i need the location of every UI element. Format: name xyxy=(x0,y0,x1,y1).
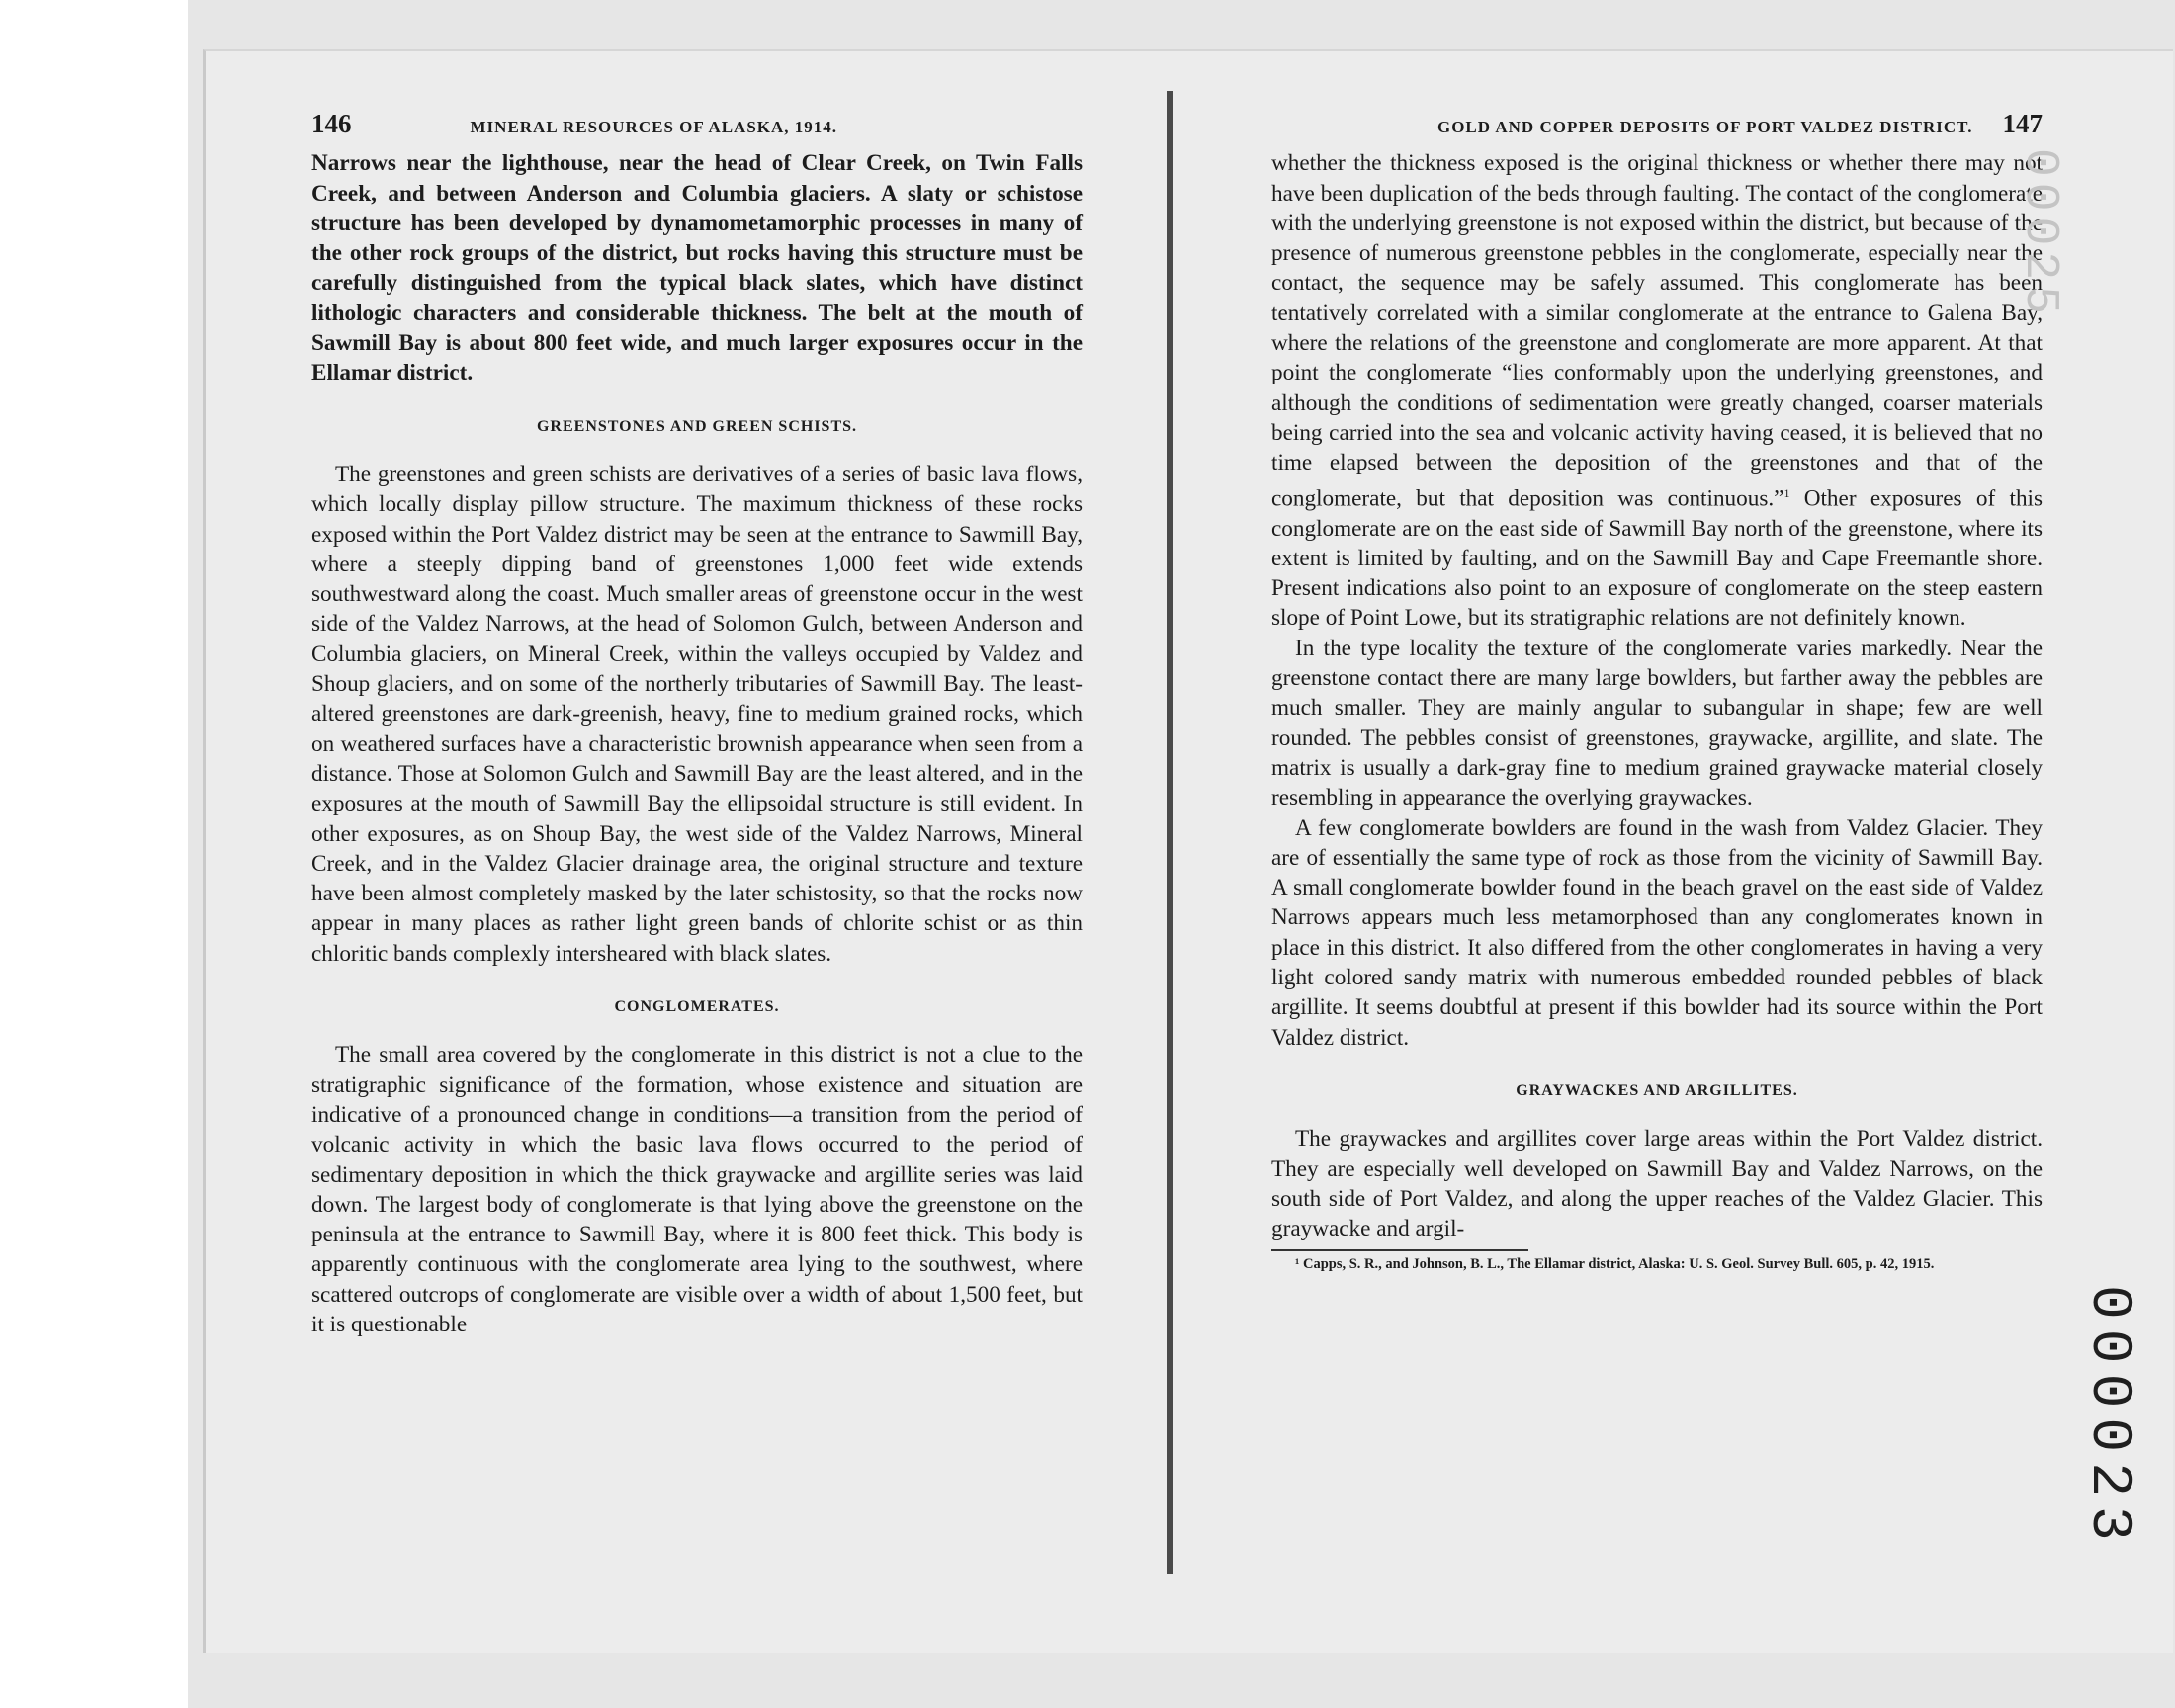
right-paragraph-1 xyxy=(1271,148,2043,633)
left-paragraph-3: The small area covered by the conglomerate in this district is not a clue to the stratigraphic significance of the formation, whose existence and situation are indicative of a pronounced change in conditions—a transition from the period of volcanic activity in which the basic lava flows occurred to the period of sedimentary deposition in which the thick graywacke and argillite series was laid down. The largest body of conglomerate is that lying above the greenstone on the peninsula at the entrance to Sawmill Bay, where it is 800 feet thick. This body is apparently continuous with the conglomerate area lying to the southwest, where scattered outcrops of conglomerate are visible over a width of about 1,500 feet, but it is questionable xyxy=(311,1042,1083,1337)
right-paragraph-1-text: whether the thickness exposed is the original thickness or whether there may not have been duplication of the beds through faulting. The contact of the conglomerate with the underlying greenstone is not exposed within the district, but because of the presence of numerous greenstone pebbles in the conglomerate, especially near the contact, the sequence may be safely assumed. This conglomerate has been tentatively correlated with a similar conglomerate at the entrance to Galena Bay, where the relations of the greenstone and conglomerate are more apparent. At that point the conglomerate “lies conformably upon the underlying greenstones, and although the conditions of sedimentation were greatly changed, coarser materials being carried into the sea and volcanic activity having ceased, it is believed that no time elapsed between the deposition of the greenstones and that of the conglomerate, but that deposition was continuous.” xyxy=(1271,150,2043,512)
left-paragraph-1: Narrows near the lighthouse, near the head of Clear Creek, on Twin Falls Creek, and between Anderson and Columbia glaciers. A slaty or schistose structure has been developed by dynamometamorphic processes in many of the other rock groups of the district, but rocks having this structure must be carefully distinguished from the typical black slates, which have distinct lithologic characters and considerable thickness. The belt at the mouth of Sawmill Bay is about 800 feet wide, and much larger exposures occur in the Ellamar district. xyxy=(311,150,1083,386)
left-page-number: 146 xyxy=(311,109,352,138)
gutter-line xyxy=(1167,91,1173,1574)
section-heading-conglomerates: CONGLOMERATES. xyxy=(614,998,780,1016)
left-page-header xyxy=(311,109,1083,142)
left-page xyxy=(311,109,1083,1339)
footnote: ¹ Capps, S. R., and Johnson, B. L., The Ellamar district, Alaska: U. S. Geol. Survey Bull. 605, p. 42, 1915. xyxy=(1295,1256,1935,1273)
right-page-header xyxy=(1271,109,2043,142)
left-running-head: MINERAL RESOURCES OF ALASKA, 1914. xyxy=(470,118,838,136)
section-heading-greenstones: GREENSTONES AND GREEN SCHISTS. xyxy=(536,417,858,435)
book-spread xyxy=(203,49,2173,1653)
right-paragraph-4: The graywackes and argillites cover large areas within the Port Valdez district. They are especially well developed on Sawmill Bay and Valdez Narrows, on the south side of Port Valdez, and along the upper reaches of the Valdez Glacier. This graywacke and argil- xyxy=(1271,1126,2043,1242)
right-paragraph-3: A few conglomerate bowlders are found in the wash from Valdez Glacier. They are of essentially the same type of rock as those from the vicinity of Sawmill Bay. A small conglomerate bowlder found in the beach gravel on the east side of Valdez Narrows appears much less metamorphosed than any conglomerates known in place in this district. It also differed from the other conglomerates in having a very light colored sandy matrix with numerous embedded rounded pebbles of black argillite. It seems doubtful at present if this bowlder had its source within the Port Valdez district. xyxy=(1271,814,2043,1051)
right-paragraph-1-tail: Other exposures of this conglomerate are on the east side of Sawmill Bay north of the greenstone, where its extent is limited by faulting, and on the Sawmill Bay and Cape Freemantle shore. Present indications also point to an exposure of conglomerate on the steep eastern slope of Point Lowe, but its stratigraphic relations are not definitely known. xyxy=(1271,485,2043,632)
footnote-ref: 1 xyxy=(1784,485,1790,500)
scan-left-margin xyxy=(0,0,188,1708)
left-paragraph-2: The greenstones and green schists are derivatives of a series of basic lava flows, which locally display pillow structure. The maximum thickness of these rocks exposed within the Port Valdez district may be seen at the entrance to Sawmill Bay, where a steeply dipping band of greenstones 1,000 feet wide extends southwestward along the coast. Much smaller areas of greenstone occur in the west side of the Valdez Narrows, at the head of Solomon Gulch, between Anderson and Columbia glaciers, on Mineral Creek, within the valleys occupied by Valdez and Shoup glaciers, and on some of the northerly tributaries of Sawmill Bay. The least-altered greenstones are dark-greenish, heavy, fine to medium grained rocks, which on weathered surfaces have a characteristic brownish appearance when seen from a distance. Those at Solomon Gulch and Sawmill Bay are the least altered, and in the exposures at the mouth of Sawmill Bay the ellipsoidal structure is still evident. In other exposures, as on Shoup Bay, the west side of the Valdez Narrows, Mineral Creek, and in the Valdez Glacier drainage area, the original structure and texture have been almost completely masked by the later schistosity, so that the rocks now appear in many places as rather light green bands of chlorite schist or as thin chloritic bands complexly intersheared with black slates. xyxy=(311,461,1083,967)
right-page-number: 147 xyxy=(2002,109,2043,138)
faint-page-stamp: 00025 xyxy=(2013,148,2066,321)
footnote-rule xyxy=(1271,1249,1528,1251)
section-heading-graywackes: GRAYWACKES AND ARGILLITES. xyxy=(1516,1081,1798,1099)
right-running-head: GOLD AND COPPER DEPOSITS OF PORT VALDEZ DISTRICT. xyxy=(1436,118,1973,136)
page-stamp: 000023 xyxy=(2076,1285,2140,1551)
right-paragraph-2: In the type locality the texture of the conglomerate varies markedly. Near the greenstone contact there are many large bowlders, but farther away the pebbles are much smaller. They are mainly angular to subangular in shape; few are well rounded. The pebbles consist of greenstones, graywacke, argillite, and slate. The matrix is usually a dark-gray fine to medium grained graywacke material closely resembling in appearance the overlying graywackes. xyxy=(1271,635,2043,811)
right-page xyxy=(1271,109,2043,1274)
